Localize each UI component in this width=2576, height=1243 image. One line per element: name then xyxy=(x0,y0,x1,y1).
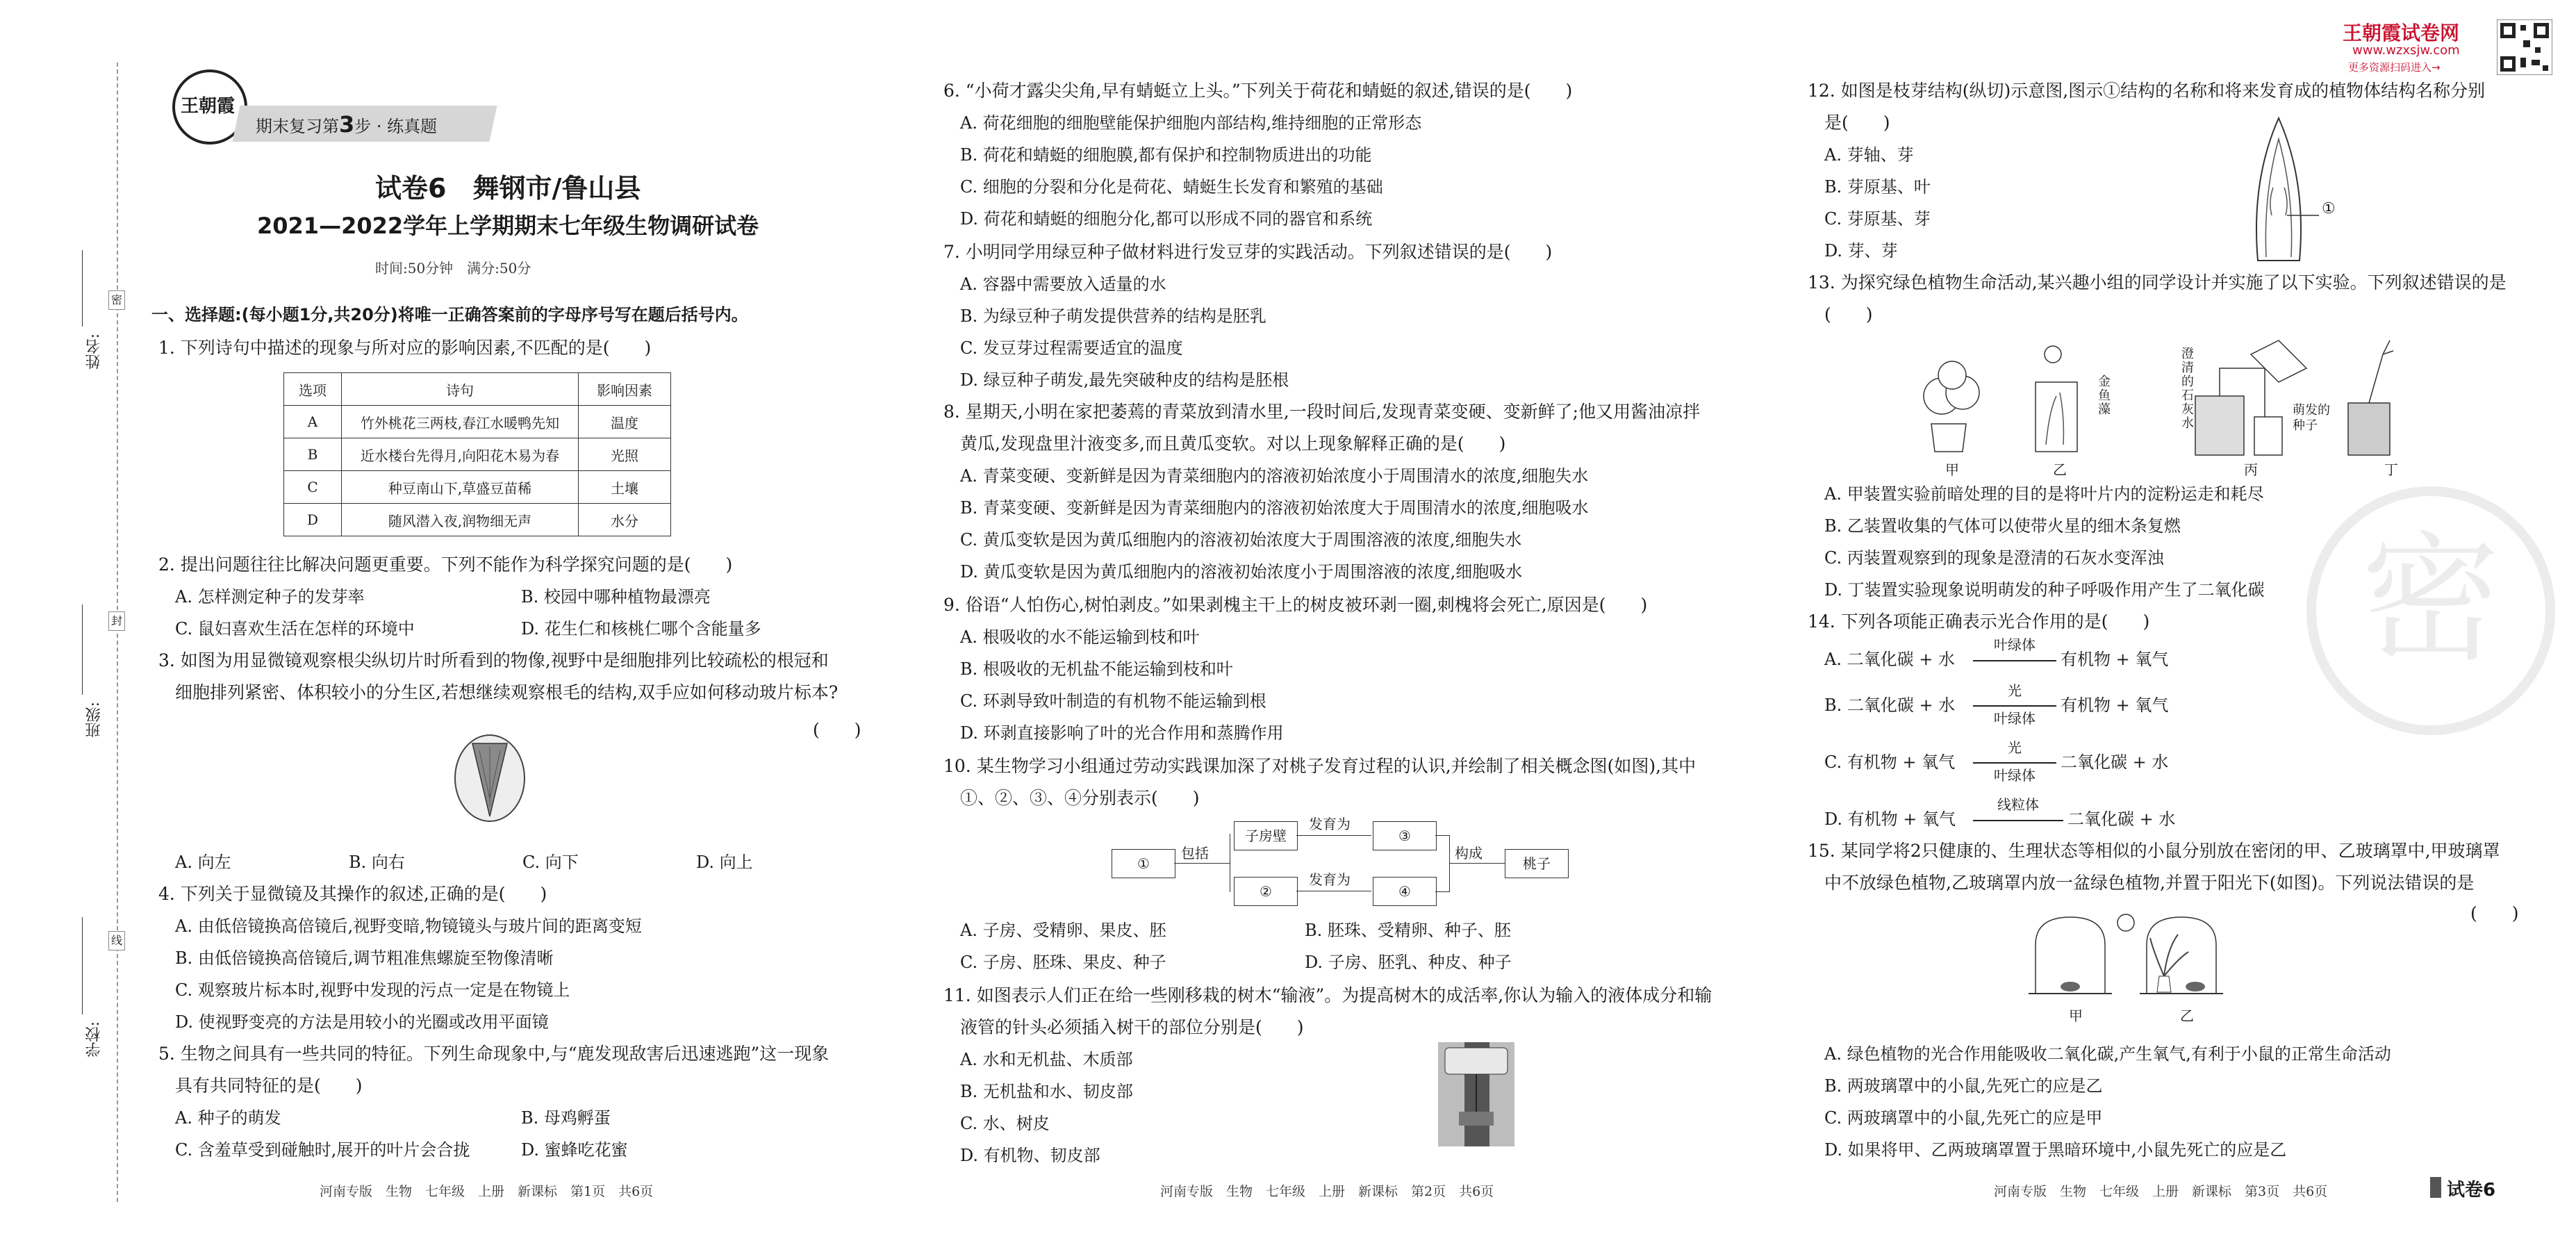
q5-option-d: D. 蜜蜂吃花蜜 xyxy=(521,1140,628,1160)
q15-option-b: B. 两玻璃罩中的小鼠,先死亡的应是乙 xyxy=(1824,1076,2103,1096)
q14-a-condition: 叶绿体 xyxy=(1994,636,2036,653)
q13-option-c: C. 丙装置观察到的现象是澄清的石灰水变浑浊 xyxy=(1824,548,2164,568)
q1-cell: 光照 xyxy=(579,438,671,471)
q2-option-a: A. 怎样测定种子的发芽率 xyxy=(175,587,365,607)
q8-option-b: B. 青菜变硬、变新鲜是因为青菜细胞内的溶液初始浓度大于周围清水的浓度,细胞吸水 xyxy=(960,498,1589,518)
q5-option-a: A. 种子的萌发 xyxy=(175,1108,281,1128)
q14-c-products: 二氧化碳 + 水 xyxy=(2061,752,2169,772)
q7-option-d: D. 绿豆种子萌发,最先突破种皮的结构是胚根 xyxy=(960,370,1289,390)
q1-cell: 水分 xyxy=(579,504,671,536)
diagram-node-peach: 桃子 xyxy=(1505,849,1569,878)
q5-line1: 5. 生物之间具有一些共同的特征。下列生命现象中,与“鹿发现敌害后迅速逃跑”这一现象 xyxy=(158,1044,829,1064)
q14-c-reactants: C. 有机物 + 氧气 xyxy=(1824,752,1956,772)
q15-line1: 15. 某同学将2只健康的、生理状态等相似的小鼠分别放在密闭的甲、乙玻璃罩中,甲玻璃罩 xyxy=(1808,841,2500,861)
footer-tag-bar xyxy=(2430,1177,2441,1198)
footer-page1: 河南专版 生物 七年级 上册 新课标 第1页 共6页 xyxy=(320,1184,654,1199)
q1-header-poem: 诗句 xyxy=(342,373,579,406)
q2-stem: 2. 提出问题往往比解决问题更重要。下列不能作为科学探究问题的是( ) xyxy=(158,554,733,575)
seal-mark-1: 密 xyxy=(108,290,125,310)
diagram-label-include: 包括 xyxy=(1181,845,1209,862)
q12-option-b: B. 芽原基、叶 xyxy=(1824,177,1931,197)
q11-option-c: C. 水、树皮 xyxy=(960,1114,1050,1133)
q8-option-d: D. 黄瓜变软是因为黄瓜细胞内的溶液初始浓度小于周围溶液的浓度,细胞吸水 xyxy=(960,562,1523,582)
q12-option-d: D. 芽、芽 xyxy=(1824,241,1898,261)
diagram-arrow-3 xyxy=(1449,863,1505,864)
q9-option-c: C. 环剥导致叶制造的有机物不能运输到根 xyxy=(960,691,1266,711)
q14-d-reactants: D. 有机物 + 氧气 xyxy=(1824,809,1956,829)
qr-code-icon[interactable] xyxy=(2497,19,2552,75)
q4-option-d: D. 使视野变亮的方法是用较小的光圈或改用平面镜 xyxy=(175,1012,549,1032)
q10-option-d: D. 子房、胚乳、种皮、种子 xyxy=(1305,953,1512,972)
q11-option-d: D. 有机物、韧皮部 xyxy=(960,1146,1100,1165)
q13-label-seed: 萌发的种子 xyxy=(2293,403,2330,433)
q2-option-d: D. 花生仁和核桃仁哪个含能量多 xyxy=(521,619,761,639)
section-heading: 一、选择题:(每小题1分,共20分)将唯一正确答案前的字母序号写在题后括号内。 xyxy=(151,305,748,324)
q4-option-b: B. 由低倍镜换高倍镜后,调节粗准焦螺旋至物像清晰 xyxy=(175,948,554,968)
class-label: 班级: xyxy=(85,702,103,738)
q9-option-a: A. 根吸收的水不能运输到枝和叶 xyxy=(960,627,1200,647)
q6-stem: 6. “小荷才露尖尖角,早有蜻蜓立上头。”下列关于荷花和蜻蜓的叙述,错误的是( ) xyxy=(943,81,1573,101)
diagram-merge xyxy=(1435,835,1450,892)
q10-option-b: B. 胚珠、受精卵、种子、胚 xyxy=(1305,921,1511,940)
q7-option-c: C. 发豆芽过程需要适宜的温度 xyxy=(960,338,1183,358)
paper-subtitle: 2021—2022学年上学期期末七年级生物调研试卷 xyxy=(257,213,759,239)
q1-cell: B xyxy=(284,438,342,471)
diagram-arrow-1 xyxy=(1296,835,1371,836)
q13-experiment-figure xyxy=(1904,327,2445,466)
q10-line1: 10. 某生物学习小组通过劳动实践课加深了对桃子发育过程的认识,并绘制了相关概念图(如图),其中 xyxy=(943,756,1696,776)
q4-stem: 4. 下列关于显微镜及其操作的叙述,正确的是( ) xyxy=(158,884,547,904)
q1-cell: 随风潜入夜,润物细无声 xyxy=(342,504,579,536)
q7-option-b: B. 为绿豆种子萌发提供营养的结构是胚乳 xyxy=(960,306,1266,326)
bud-label-1: ① xyxy=(2322,200,2336,217)
footer-page3: 河南专版 生物 七年级 上册 新课标 第3页 共6页 xyxy=(1994,1184,2328,1199)
q5-line2: 具有共同特征的是( ) xyxy=(175,1076,363,1096)
q14-c-condition-bottom: 叶绿体 xyxy=(1994,767,2036,784)
q4-option-a: A. 由低倍镜换高倍镜后,视野变暗,物镜镜头与玻片间的距离变短 xyxy=(175,916,642,936)
brand-url: www.wzxsjw.com xyxy=(2352,43,2460,58)
q14-a-products: 有机物 + 氧气 xyxy=(2061,650,2169,669)
q10-line2: ①、②、③、④分别表示( ) xyxy=(960,788,1200,808)
school-line xyxy=(82,917,83,1014)
banner xyxy=(256,111,437,138)
diagram-node-4: ④ xyxy=(1373,877,1437,906)
q8-option-a: A. 青菜变硬、变新鲜是因为青菜细胞内的溶液初始浓度小于周围清水的浓度,细胞失水 xyxy=(960,466,1589,486)
diagram-node-wall: 子房壁 xyxy=(1234,821,1298,850)
q1-header-factor: 影响因素 xyxy=(579,373,671,406)
q13-label-lime: 澄清的石灰水 xyxy=(2181,347,2194,431)
bud-structure-figure xyxy=(2237,111,2320,264)
q15-option-a: A. 绿色植物的光合作用能吸收二氧化碳,产生氧气,有利于小鼠的正常生命活动 xyxy=(1824,1044,2391,1064)
q3-option-a: A. 向左 xyxy=(175,853,231,872)
q14-b-reactants: B. 二氧化碳 + 水 xyxy=(1824,695,1956,715)
q7-option-a: A. 容器中需要放入适量的水 xyxy=(960,274,1166,294)
q1-table xyxy=(283,372,671,536)
diagram-label-form: 构成 xyxy=(1455,845,1483,862)
q14-b-condition-top: 光 xyxy=(2008,682,2022,699)
diagram-node-2: ② xyxy=(1234,877,1298,906)
binding-line xyxy=(117,63,118,1202)
q14-c-condition-top: 光 xyxy=(2008,739,2022,756)
q7-stem: 7. 小明同学用绿豆种子做材料进行发豆芽的实践活动。下列叙述错误的是( ) xyxy=(943,242,1553,262)
q1-cell: 种豆南山下,草盛豆苗稀 xyxy=(342,471,579,504)
q11-line2: 液管的针头必须插入树干的部位分别是( ) xyxy=(960,1017,1304,1037)
seal-mark-2: 封 xyxy=(108,611,125,631)
q3-line2: 细胞排列紧密、体积较小的分生区,若想继续观察根毛的结构,双手应如何移动玻片标本? xyxy=(175,682,839,702)
q3-option-b: B. 向右 xyxy=(349,853,405,872)
name-label: 姓名: xyxy=(85,334,103,370)
q6-option-c: C. 细胞的分裂和分化是荷花、蜻蜓生长发育和繁殖的基础 xyxy=(960,177,1383,197)
q1-cell: D xyxy=(284,504,342,536)
q15-line2: 中不放绿色植物,乙玻璃罩内放一盆绿色植物,并置于阳光下(如图)。下列说法错误的是 xyxy=(1824,873,2475,893)
diagram-node-1: ① xyxy=(1112,849,1175,878)
q1-cell: C xyxy=(284,471,342,504)
q14-b-condition-bottom: 叶绿体 xyxy=(1994,710,2036,727)
q9-stem: 9. 俗语“人怕伤心,树怕剥皮。”如果剥槐主干上的树皮被环剥一圈,刺槐将会死亡,原因是( ) xyxy=(943,595,1648,615)
q15-paren: ( ) xyxy=(2470,903,2519,923)
diagram-label-develop-1: 发育为 xyxy=(1309,816,1351,832)
paper-meta: 时间:50分钟 满分:50分 xyxy=(375,260,531,277)
q10-option-a: A. 子房、受精卵、果皮、胚 xyxy=(960,921,1166,940)
banner-part2: 步 · 练真题 xyxy=(354,117,438,136)
q13-label-ding: 丁 xyxy=(2384,461,2398,478)
q10-option-c: C. 子房、胚珠、果皮、种子 xyxy=(960,953,1166,972)
q4-option-c: C. 观察玻片标本时,视野中发现的污点一定是在物镜上 xyxy=(175,980,570,1000)
school-label: 学校: xyxy=(85,1021,103,1057)
q14-d-condition: 线粒体 xyxy=(1997,796,2039,813)
root-tip-image xyxy=(452,730,528,827)
q1-stem: 1. 下列诗句中描述的现象与所对应的影响因素,不匹配的是( ) xyxy=(158,338,652,358)
q8-option-c: C. 黄瓜变软是因为黄瓜细胞内的溶液初始浓度大于周围溶液的浓度,细胞失水 xyxy=(960,530,1522,550)
q1-cell: 竹外桃花三两枝,春江水暖鸭先知 xyxy=(342,406,579,438)
q15-label-jia: 甲 xyxy=(2069,1007,2083,1024)
q15-bell-jar-figure xyxy=(2029,910,2230,1001)
q13-option-b: B. 乙装置收集的气体可以使带火星的细木条复燃 xyxy=(1824,516,2181,536)
name-line xyxy=(82,250,83,327)
banner-step: 3 xyxy=(339,111,355,138)
q13-line2: ( ) xyxy=(1824,304,1873,324)
q6-option-a: A. 荷花细胞的细胞壁能保护细胞内部结构,维持细胞的正常形态 xyxy=(960,113,1422,133)
q14-b-products: 有机物 + 氧气 xyxy=(2061,695,2169,715)
diagram-node-3: ③ xyxy=(1373,821,1437,850)
class-line xyxy=(82,604,83,695)
tree-infusion-photo xyxy=(1438,1042,1514,1146)
q1-cell: 温度 xyxy=(579,406,671,438)
q12-option-a: A. 芽轴、芽 xyxy=(1824,145,1914,165)
q14-a-arrow xyxy=(1973,660,2056,661)
q13-option-a: A. 甲装置实验前暗处理的目的是将叶片内的淀粉运走和耗尽 xyxy=(1824,484,2264,504)
q14-b-arrow xyxy=(1973,705,2056,707)
footer-paper-tag: 试卷6 xyxy=(2447,1180,2496,1201)
q14-a-reactants: A. 二氧化碳 + 水 xyxy=(1824,650,1955,669)
q9-option-d: D. 环剥直接影响了叶的光合作用和蒸腾作用 xyxy=(960,723,1284,743)
q1-cell: A xyxy=(284,406,342,438)
q8-line2: 黄瓜,发现盘里汁液变多,而且黄瓜变软。对以上现象解释正确的是( ) xyxy=(960,434,1506,454)
q13-option-d: D. 丁装置实验现象说明萌发的种子呼吸作用产生了二氧化碳 xyxy=(1824,580,2265,600)
banner-part1: 期末复习第 xyxy=(256,117,339,136)
q9-option-b: B. 根吸收的无机盐不能运输到枝和叶 xyxy=(960,659,1233,679)
q13-label-weed: 金鱼藻 xyxy=(2098,374,2111,417)
q11-option-a: A. 水和无机盐、木质部 xyxy=(960,1050,1133,1069)
q15-option-c: C. 两玻璃罩中的小鼠,先死亡的应是甲 xyxy=(1824,1108,2103,1128)
q15-label-yi: 乙 xyxy=(2180,1007,2194,1024)
q11-line1: 11. 如图表示人们正在给一些刚移栽的树木“输液”。为提高树木的成活率,你认为输入的液体成分和输 xyxy=(943,985,1712,1005)
q8-line1: 8. 星期天,小明在家把萎蔫的青菜放到清水里,一段时间后,发现青菜变硬、变新鲜了;他又用酱油凉拌 xyxy=(943,402,1701,422)
q13-label-yi: 乙 xyxy=(2053,461,2067,478)
q3-line1: 3. 如图为用显微镜观察根尖纵切片时所看到的物像,视野中是细胞排列比较疏松的根冠和 xyxy=(158,650,829,670)
q14-d-products: 二氧化碳 + 水 xyxy=(2067,809,2176,829)
q13-line1: 13. 为探究绿色植物生命活动,某兴趣小组的同学设计并实施了以下实验。下列叙述错误的是 xyxy=(1808,272,2507,293)
q3-option-d: D. 向上 xyxy=(696,853,753,872)
q5-option-b: B. 母鸡孵蛋 xyxy=(521,1108,611,1128)
q6-option-d: D. 荷花和蜻蜓的细胞分化,都可以形成不同的器官和系统 xyxy=(960,209,1373,229)
watermark-seal: 密 xyxy=(2306,486,2555,735)
q14-d-arrow xyxy=(1973,820,2063,821)
q6-option-b: B. 荷花和蜻蜓的细胞膜,都有保护和控制物质进出的功能 xyxy=(960,145,1372,165)
q3-option-c: C. 向下 xyxy=(522,853,579,872)
q12-line2: 是( ) xyxy=(1824,113,1890,133)
diagram-label-develop-2: 发育为 xyxy=(1309,871,1351,888)
paper-title: 试卷6 舞钢市/鲁山县 xyxy=(375,173,641,204)
diagram-connector xyxy=(1174,863,1230,864)
q3-paren: ( ) xyxy=(813,720,861,740)
q1-header-option: 选项 xyxy=(284,373,342,406)
brand-name: 王朝霞试卷网 xyxy=(2343,22,2460,44)
q1-cell: 近水楼台先得月,向阳花木易为春 xyxy=(342,438,579,471)
q14-stem: 14. 下列各项能正确表示光合作用的是( ) xyxy=(1808,611,2150,632)
q13-label-jia: 甲 xyxy=(1945,461,1959,478)
q14-c-arrow xyxy=(1973,762,2056,764)
q11-option-b: B. 无机盐和水、韧皮部 xyxy=(960,1082,1133,1101)
brand-slogan: 更多资源扫码进入→ xyxy=(2348,61,2441,74)
q5-option-c: C. 含羞草受到碰触时,展开的叶片会合拢 xyxy=(175,1140,470,1160)
q2-option-b: B. 校园中哪种植物最漂亮 xyxy=(521,587,711,607)
seal-mark-3: 线 xyxy=(108,931,125,950)
footer-page2: 河南专版 生物 七年级 上册 新课标 第2页 共6页 xyxy=(1160,1184,1494,1199)
q12-line1: 12. 如图是枝芽结构(纵切)示意图,图示①结构的名称和将来发育成的植物体结构名称分别 xyxy=(1808,81,2486,101)
q12-option-c: C. 芽原基、芽 xyxy=(1824,209,1931,229)
logo-text: 王朝霞 xyxy=(181,96,236,117)
q2-option-c: C. 鼠妇喜欢生活在怎样的环境中 xyxy=(175,619,415,639)
q15-option-d: D. 如果将甲、乙两玻璃罩置于黑暗环境中,小鼠先死亡的应是乙 xyxy=(1824,1140,2287,1160)
q13-label-bing: 丙 xyxy=(2244,461,2258,478)
q1-cell: 土壤 xyxy=(579,471,671,504)
